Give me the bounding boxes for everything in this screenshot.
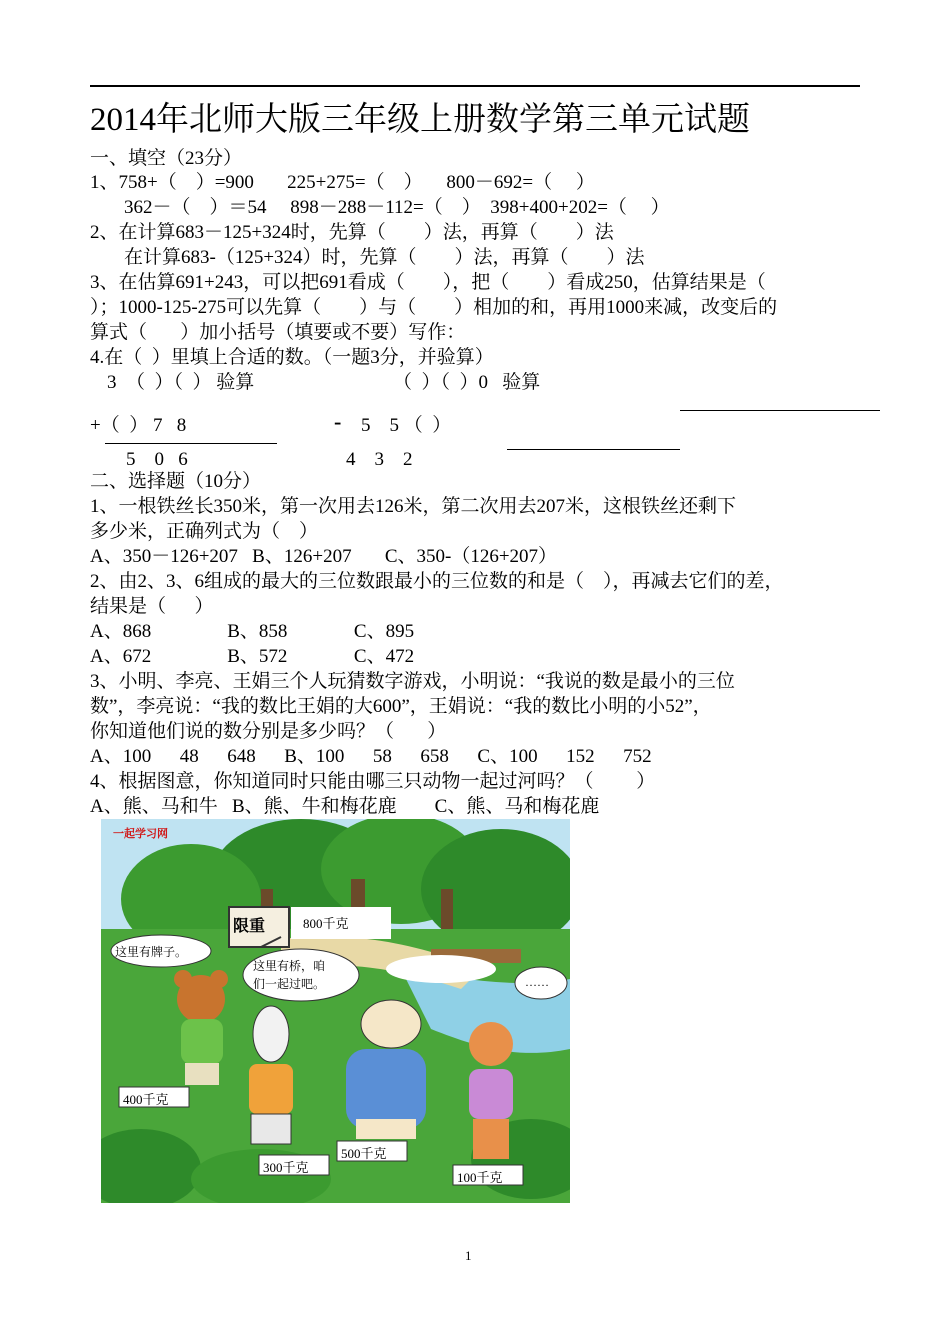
page-number: 1 bbox=[465, 1248, 472, 1263]
vertical-b-minus: - bbox=[334, 409, 342, 434]
deer-speech: …… bbox=[525, 975, 549, 989]
cow-weight: 500千克 bbox=[341, 1146, 387, 1161]
s2-q2-options-2: A、672 B、572 C、472 bbox=[90, 646, 415, 667]
page-title: 2014年北师大版三年级上册数学第三单元试题 bbox=[90, 102, 750, 138]
s2-q2-line2: 结果是（ ） bbox=[90, 596, 214, 617]
sum-line-a bbox=[105, 443, 277, 444]
section1-heading: 一、填空（23分） bbox=[90, 148, 243, 169]
sign-label: 限重 bbox=[233, 916, 266, 935]
q1-line2: 362－（ ）＝54 898－288－112=（ ） 398+400+202=（ ） bbox=[124, 197, 670, 218]
bear-speech: 这里有牌子。 bbox=[115, 945, 188, 959]
horse bbox=[249, 1006, 293, 1144]
s2-q2-options-1: A、868 B、858 C、895 bbox=[90, 621, 415, 642]
vertical-a-top: 3 （ ）（ ） 验算 bbox=[107, 372, 255, 393]
vertical-b-top: （ ）（ ）0 验算 bbox=[393, 372, 541, 393]
s2-q1-line2: 多少米，正确列式为（ ） bbox=[90, 521, 319, 542]
blank-bubble bbox=[386, 955, 496, 983]
verify-line-b bbox=[680, 410, 880, 411]
s2-q1-options: A、350－126+207 B、126+207 C、350-（126+207） bbox=[90, 546, 558, 567]
bear-weight: 400千克 bbox=[123, 1092, 169, 1107]
s2-q4-options: A、熊、马和牛 B、熊、牛和梅花鹿 C、熊、马和梅花鹿 bbox=[90, 796, 600, 817]
s2-q3-options: A、100 48 648 B、100 58 658 C、100 152 752 bbox=[90, 746, 652, 767]
top-rule bbox=[90, 85, 860, 87]
s2-q3-line2: 数”，李亮说：“我的数比王娟的大600”，王娟说：“我的数比小明的小52”， bbox=[90, 696, 712, 717]
section2-heading: 二、选择题（10分） bbox=[90, 471, 262, 492]
river-crossing-illustration bbox=[101, 819, 570, 1203]
vertical-b-op: 5 5 （ ） bbox=[361, 415, 452, 436]
q1-line1: 1、758+（ ）=900 225+275=（ ） 800－692=（ ） bbox=[90, 172, 595, 193]
q2-line1: 2、在计算683－125+324时，先算（ ）法，再算（ ）法 bbox=[90, 222, 614, 243]
vertical-b-result: 4 3 2 bbox=[346, 449, 413, 470]
horse-weight: 300千克 bbox=[263, 1160, 309, 1175]
vertical-a-result: 5 0 6 bbox=[126, 449, 188, 470]
deer bbox=[469, 1022, 513, 1159]
s2-q2-line1: 2、由2、3、6组成的最大的三位数跟最小的三位数的和是（ ），再减去它们的差， bbox=[90, 571, 784, 592]
vertical-a-op: +（ ） 7 8 bbox=[90, 415, 187, 436]
s2-q3-line1: 3、小明、李亮、王娟三个人玩猜数字游戏，小明说：“我说的数是最小的三位 bbox=[90, 671, 735, 692]
s2-q4-line1: 4、根据图意，你知道同时只能由哪三只动物一起过河吗？（ ） bbox=[90, 771, 656, 792]
q3-line3: 算式（ ）加小括号（填要或不要）写作： bbox=[90, 322, 466, 343]
verify-line-a bbox=[507, 449, 680, 450]
q3-line1: 3、在估算691+243，可以把691看成（ ），把（ ）看成250，估算结果是（ bbox=[90, 272, 766, 293]
q2-line2: 在计算683-（125+324）时，先算（ ）法，再算（ ）法 bbox=[124, 247, 645, 268]
s2-q3-line3: 你知道他们说的数分别是多少吗？（ ） bbox=[90, 721, 447, 742]
cow-speech-line2: 们一起过吧。 bbox=[253, 977, 326, 991]
cow-speech-line1: 这里有桥，咱 bbox=[253, 959, 326, 973]
s2-q1-line1: 1、一根铁丝长350米，第一次用去126米，第二次用去207米，这根铁丝还剩下 bbox=[90, 496, 737, 517]
deer-weight: 100千克 bbox=[457, 1170, 503, 1185]
sign-value: 800千克 bbox=[303, 916, 349, 931]
watermark-logo: 一起学习网 bbox=[113, 827, 168, 840]
q3-line2: ）；1000-125-275可以先算（ ）与（ ）相加的和，再用1000来减，改变后的 bbox=[90, 297, 778, 318]
q4-line1: 4.在（ ）里填上合适的数。（一题3分，并验算） bbox=[90, 347, 494, 368]
